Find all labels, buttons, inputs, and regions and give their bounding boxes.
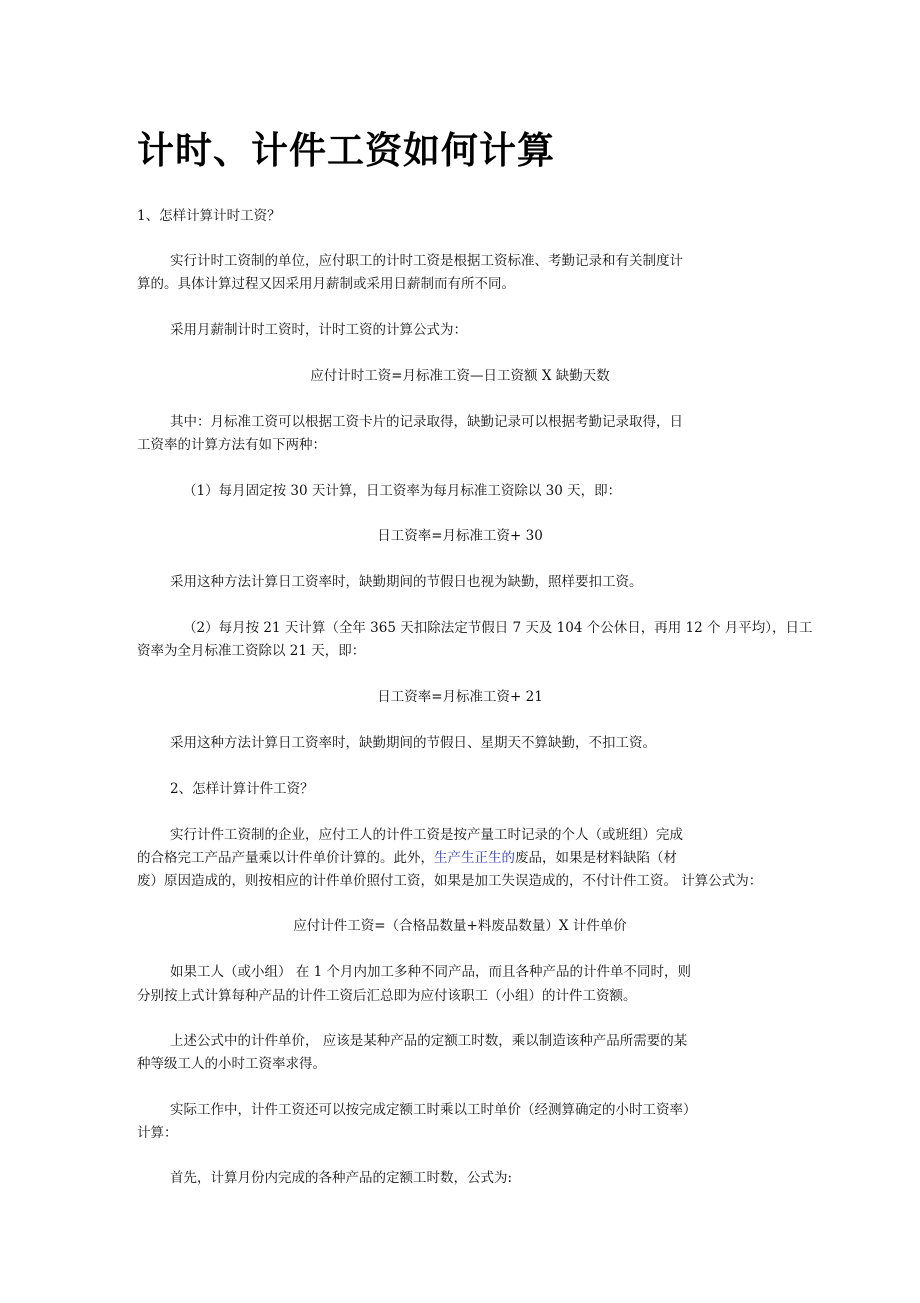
inline-link[interactable]: 生产生正生的 [434, 850, 515, 866]
section-heading-time-wage: 1、怎样计算计时工资？ [137, 208, 281, 224]
paragraph: 首先，计算月份内完成的各种产品的定额工时数，公式为: [170, 1170, 513, 1186]
text-segment: 的合格完工产品产量乘以计件单价计算的。此外， [137, 850, 434, 866]
formula-daily-rate-30: 日工资率=月标准工资+ 30 [377, 528, 543, 544]
paragraph-line: 实际工作中，计件工资还可以按完成定额工时乘以工时单价（经测算确定的小时工资率） [170, 1102, 697, 1118]
formula-time-wage: 应付计时工资=月标准工资—日工资额 X 缺勤天数 [310, 368, 610, 384]
paragraph-line: 实行计件工资制的企业，应付工人的计件工资是按产量工时记录的个人（或班组）完成 [170, 827, 683, 843]
paragraph-line: 如果工人（或小组） 在 1 个月内加工多种不同产品，而且各种产品的计件单不同时，则 [170, 964, 691, 980]
paragraph-line: 工资率的计算方法有如下两种： [137, 437, 326, 453]
paragraph-line: 算的。具体计算过程又因采用月薪制或采用日薪制而有所不同。 [137, 276, 515, 292]
paragraph: 采用这种方法计算日工资率时，缺勤期间的节假日、星期天不算缺勤，不扣工资。 [170, 735, 656, 751]
paragraph-line: 上述公式中的计件单价， 应该是某种产品的定额工时数，乘以制造该种产品所需要的某 [170, 1033, 688, 1049]
paragraph: 采用这种方法计算日工资率时，缺勤期间的节假日也视为缺勤，照样要扣工资。 [170, 574, 643, 590]
method-2-line: （2）每月按 21 天计算（全年 365 天扣除法定节假日 7 天及 104 个公休日，再用 12 个 月平均），日工 [183, 620, 813, 636]
method-2-line: 资率为全月标准工资除以 21 天，即： [137, 643, 366, 659]
paragraph-line: 种等级工人的小时工资率求得。 [137, 1056, 326, 1072]
paragraph-line: 其中：月标准工资可以根据工资卡片的记录取得，缺勤记录可以根据考勤记录取得，日 [170, 414, 683, 430]
formula-piece-wage: 应付计件工资=（合格品数量+料废品数量）X 计件单价 [293, 918, 627, 934]
method-1: （1）每月固定按 30 天计算，日工资率为每月标准工资除以 30 天，即： [183, 483, 622, 499]
paragraph: 采用月薪制计时工资时，计时工资的计算公式为： [170, 322, 467, 338]
paragraph-line: 分别按上式计算每种产品的计件工资后汇总即为应付该职工（小组）的计件工资额。 [137, 988, 637, 1004]
section-heading-piece-wage: 2、怎样计算计件工资？ [170, 781, 314, 797]
page-title: 计时、计件工资如何计算 [137, 128, 555, 172]
formula-daily-rate-21: 日工资率=月标准工资+ 21 [377, 689, 543, 705]
paragraph-line [137, 846, 677, 870]
paragraph-line: 计算： [137, 1125, 178, 1141]
paragraph-line: 实行计时工资制的单位，应付职工的计时工资是根据工资标准、考勤记录和有关制度计 [170, 253, 683, 269]
paragraph-line: 废）原因造成的，则按相应的计件单价照付工资，如果是加工失误造成的，不付计件工资。 计算公式为： [137, 873, 763, 889]
text-segment: 废品，如果是材料缺陷（材 [515, 850, 677, 866]
